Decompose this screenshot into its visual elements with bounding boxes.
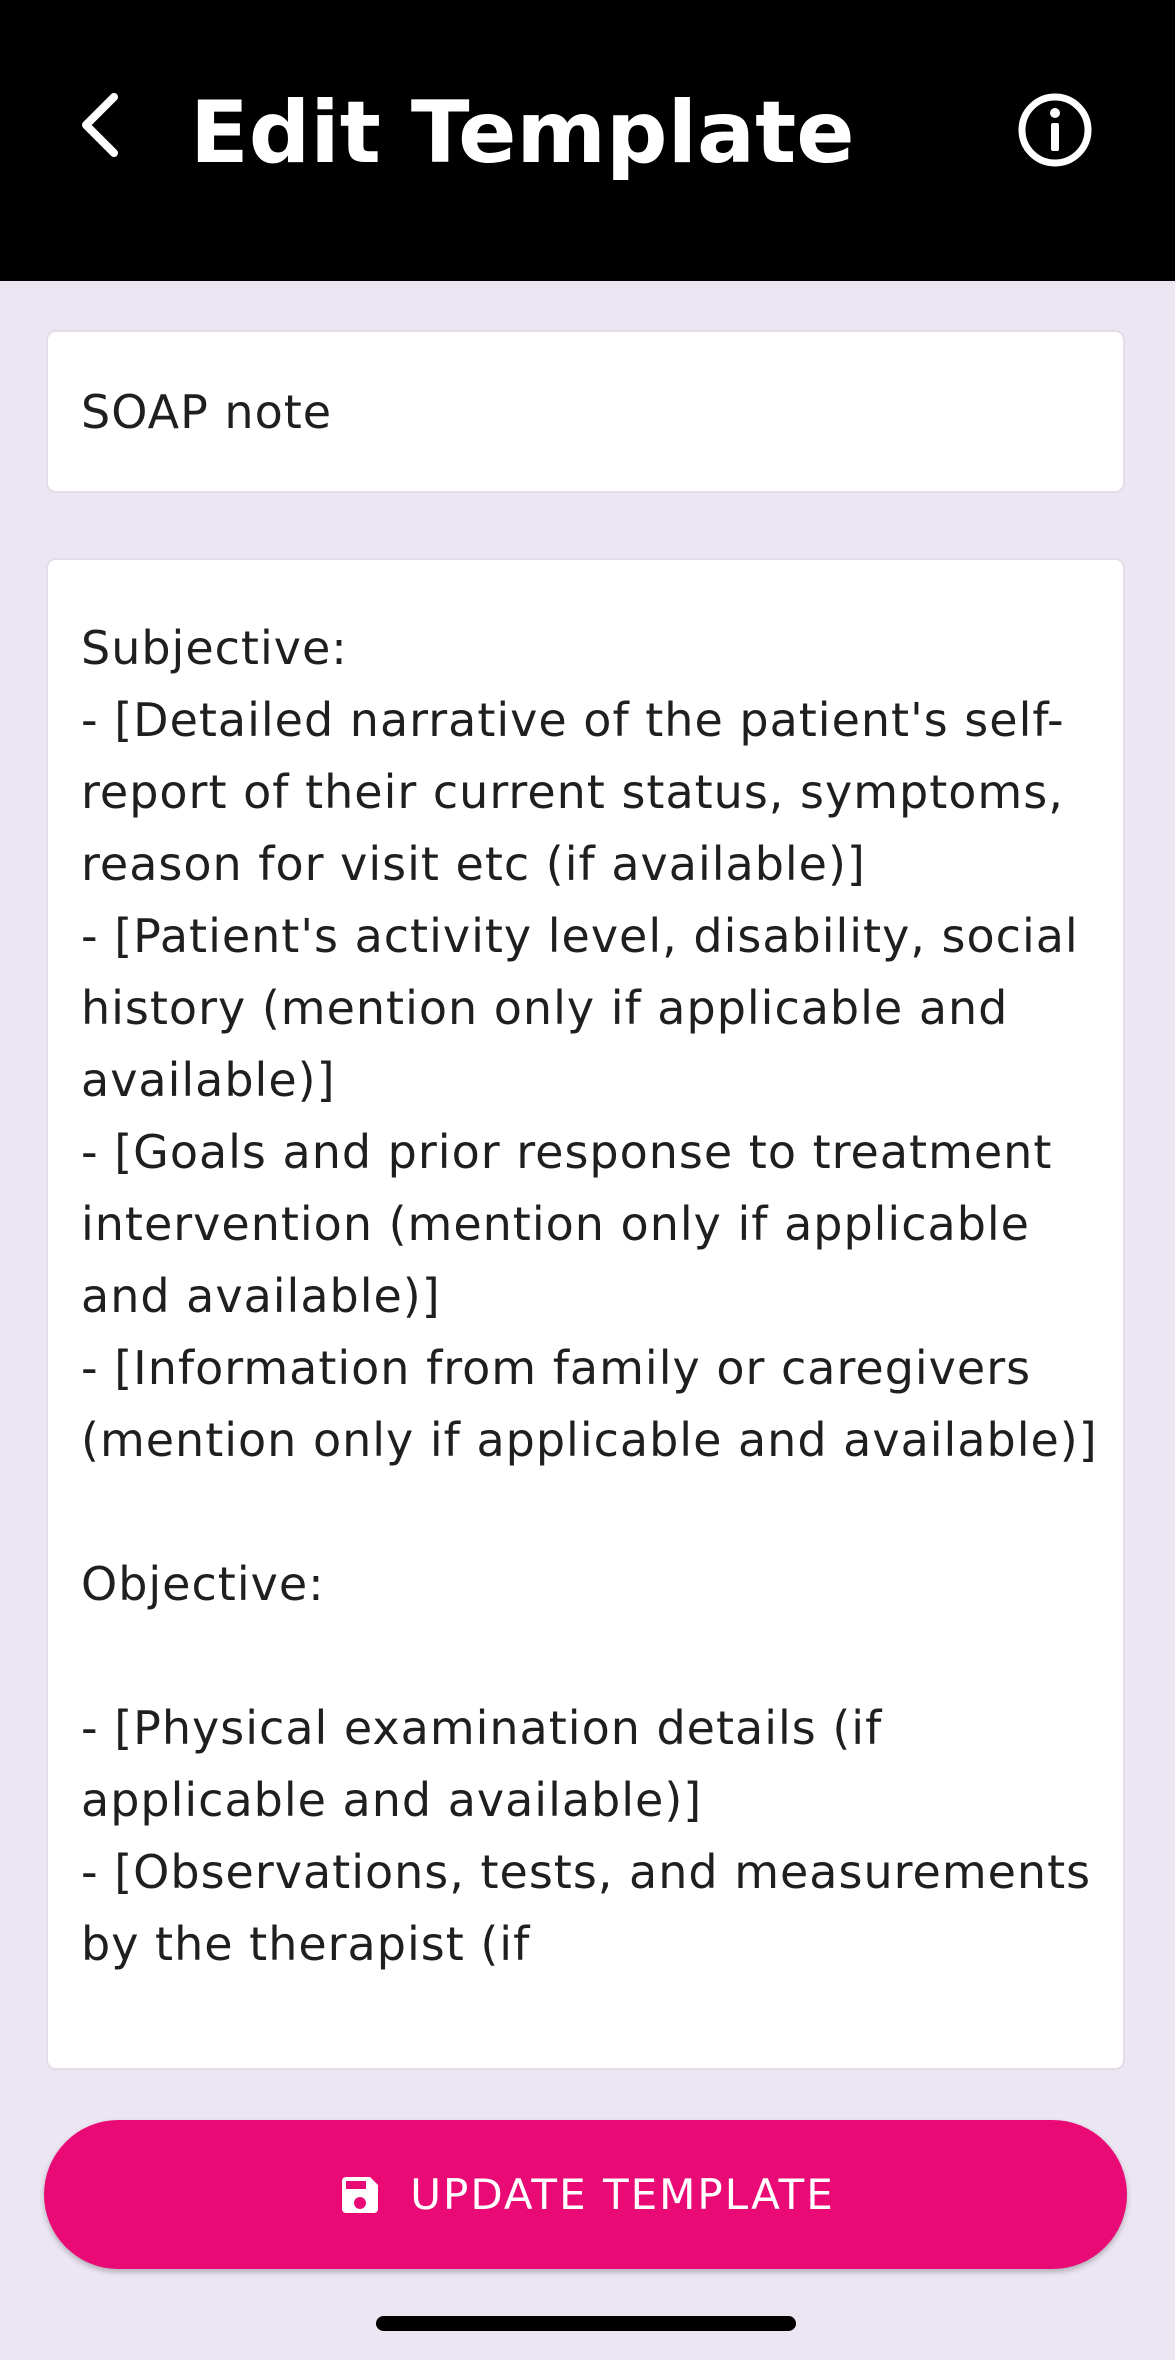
back-button[interactable]	[60, 85, 140, 165]
template-body-input[interactable]	[81, 612, 1101, 2020]
page-title: Edit Template	[190, 83, 855, 183]
home-indicator[interactable]	[376, 2316, 796, 2331]
chevron-left-icon	[78, 91, 122, 159]
info-button[interactable]	[1010, 85, 1100, 175]
template-name-input[interactable]	[81, 332, 1081, 491]
app-bar	[0, 0, 1175, 281]
info-circle-icon	[1016, 91, 1094, 169]
template-body-field	[46, 558, 1125, 2070]
save-icon	[336, 2171, 384, 2219]
update-template-label: UPDATE TEMPLATE	[410, 2170, 835, 2219]
update-template-button[interactable]	[44, 2120, 1127, 2269]
template-name-field	[46, 330, 1125, 493]
